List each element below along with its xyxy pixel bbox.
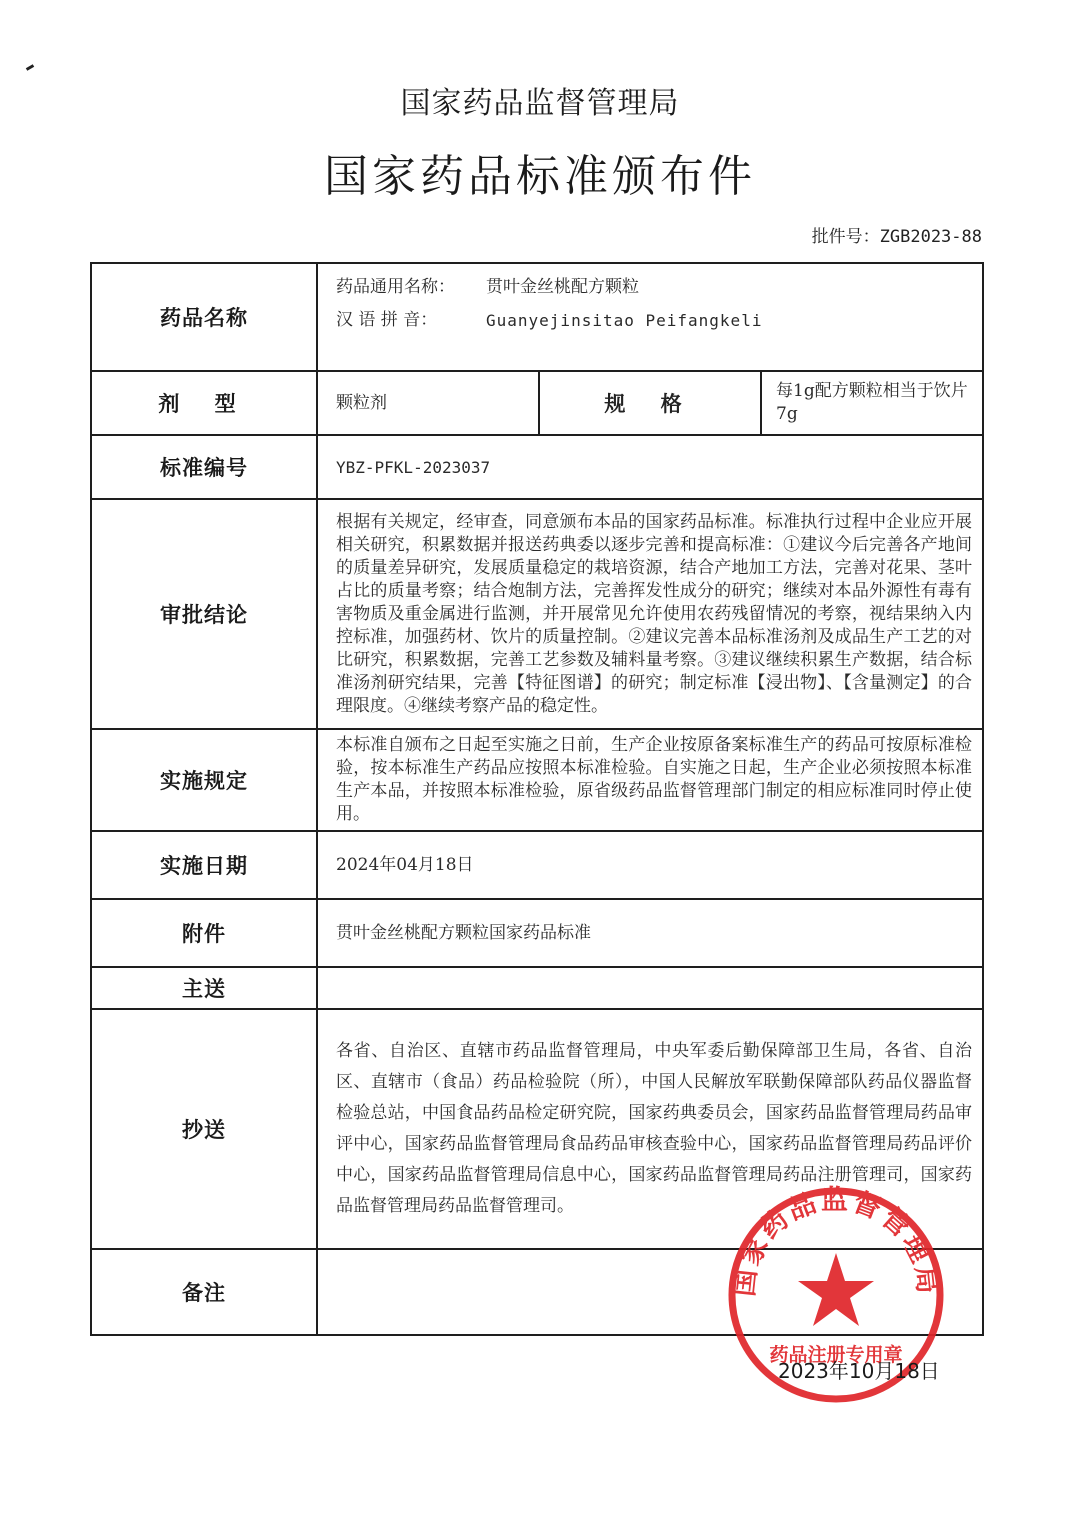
- row-cc: [91, 1009, 983, 1249]
- seal-inner-text: 药品注册专用章: [769, 1344, 903, 1366]
- main-to-value: [317, 967, 983, 1009]
- row-main-to: [91, 967, 983, 1009]
- issuing-organization: 国家药品监督管理局: [400, 86, 680, 121]
- seal-outer-text: 国家药品监督管理局: [729, 1185, 943, 1299]
- implementation-value: 本标准自颁布之日起至实施之日前，生产企业按原备案标准生产的药品可按原标准检验，按本标准生产药品应按照本标准检验。自实施之日起，生产企业必须按照本标准生产本品，并按照本标准检验，原省级药品监督管理部门制定的相应标准同时停止使用。: [317, 729, 983, 831]
- remarks-value: [317, 1249, 983, 1335]
- document-title: 国家药品标准颁布件: [324, 151, 756, 202]
- label-attachment: 附件: [91, 899, 317, 967]
- generic-name-value: 贯叶金丝桃配方颗粒: [486, 277, 639, 297]
- scan-speck: [26, 64, 34, 71]
- label-standard-no: 标准编号: [91, 435, 317, 499]
- label-main-to: 主送: [91, 967, 317, 1009]
- label-implementation: 实施规定: [91, 729, 317, 831]
- generic-name-key: 药品通用名称：: [336, 277, 455, 297]
- label-drug-name: 药品名称: [91, 263, 317, 371]
- approval-table: [90, 262, 984, 1336]
- document-number: 批件号：ZGB2023-88: [811, 227, 982, 247]
- row-attachment: [91, 899, 983, 967]
- row-standard-no: [91, 435, 983, 499]
- pinyin-line: [336, 309, 972, 332]
- label-conclusion: 审批结论: [91, 499, 317, 729]
- label-form: 剂 型: [91, 371, 317, 435]
- conclusion-value: 根据有关规定，经审查，同意颁布本品的国家药品标准。标准执行过程中企业应开展相关研究，积累数据并报送药典委以逐步完善和提高标准：①建议今后完善各产地间的质量差异研究，发展质量稳定的栽培资源，结合产地加工方法，完善对花果、茎叶占比的质量考察；结合炮制方法，完善挥发性成分的研究；继续对本品外源性有毒有害物质及重金属进行监测，并开展常见允许使用农药残留情况的考察，视结果纳入内控标准，加强药材、饮片的质量控制。②建议完善本品标准汤剂及成品生产工艺的对比研究，积累数据，完善工艺参数及辅料量考察。③建议继续积累生产数据，结合标准汤剂研究结果，完善【特征图谱】的研究；制定标准【浸出物】、【含量测定】的合理限度。④继续考察产品的稳定性。: [317, 499, 983, 729]
- standard-no-value: YBZ-PFKL-2023037: [317, 435, 983, 499]
- row-conclusion: [91, 499, 983, 729]
- label-remarks: 备注: [91, 1249, 317, 1335]
- label-cc: 抄送: [91, 1009, 317, 1249]
- generic-name-line: [336, 276, 972, 299]
- row-implementation: [91, 729, 983, 831]
- pinyin-value: Guanyejinsitao Peifangkeli: [486, 311, 763, 330]
- row-drug-name: [91, 263, 983, 371]
- drug-name-cell: [317, 263, 983, 371]
- date-value: 2024年04月18日: [317, 831, 983, 899]
- label-date: 实施日期: [91, 831, 317, 899]
- form-value: 颗粒剂: [317, 371, 539, 435]
- row-form: [91, 371, 983, 435]
- row-remarks: [91, 1249, 983, 1335]
- seal-date: 2023年10月18日: [778, 1359, 940, 1383]
- pinyin-key: 汉 语 拼 音：: [336, 310, 438, 330]
- attachment-value: 贯叶金丝桃配方颗粒国家药品标准: [317, 899, 983, 967]
- label-spec: 规 格: [539, 371, 761, 435]
- cc-value: 各省、自治区、直辖市药品监督管理局，中央军委后勤保障部卫生局，各省、自治区、直辖市（食品）药品检验院（所），中国人民解放军联勤保障部队药品仪器监督检验总站，中国食品药品检定研究院，国家药典委员会，国家药品监督管理局药品审评中心，国家药品监督管理局食品药品审核查验中心，国家药品监督管理局药品评价中心，国家药品监督管理局信息中心，国家药品监督管理局药品注册管理司，国家药品监督管理局药品监督管理司。: [317, 1009, 983, 1249]
- spec-value: 每1g配方颗粒相当于饮片7g: [761, 371, 983, 435]
- row-date: [91, 831, 983, 899]
